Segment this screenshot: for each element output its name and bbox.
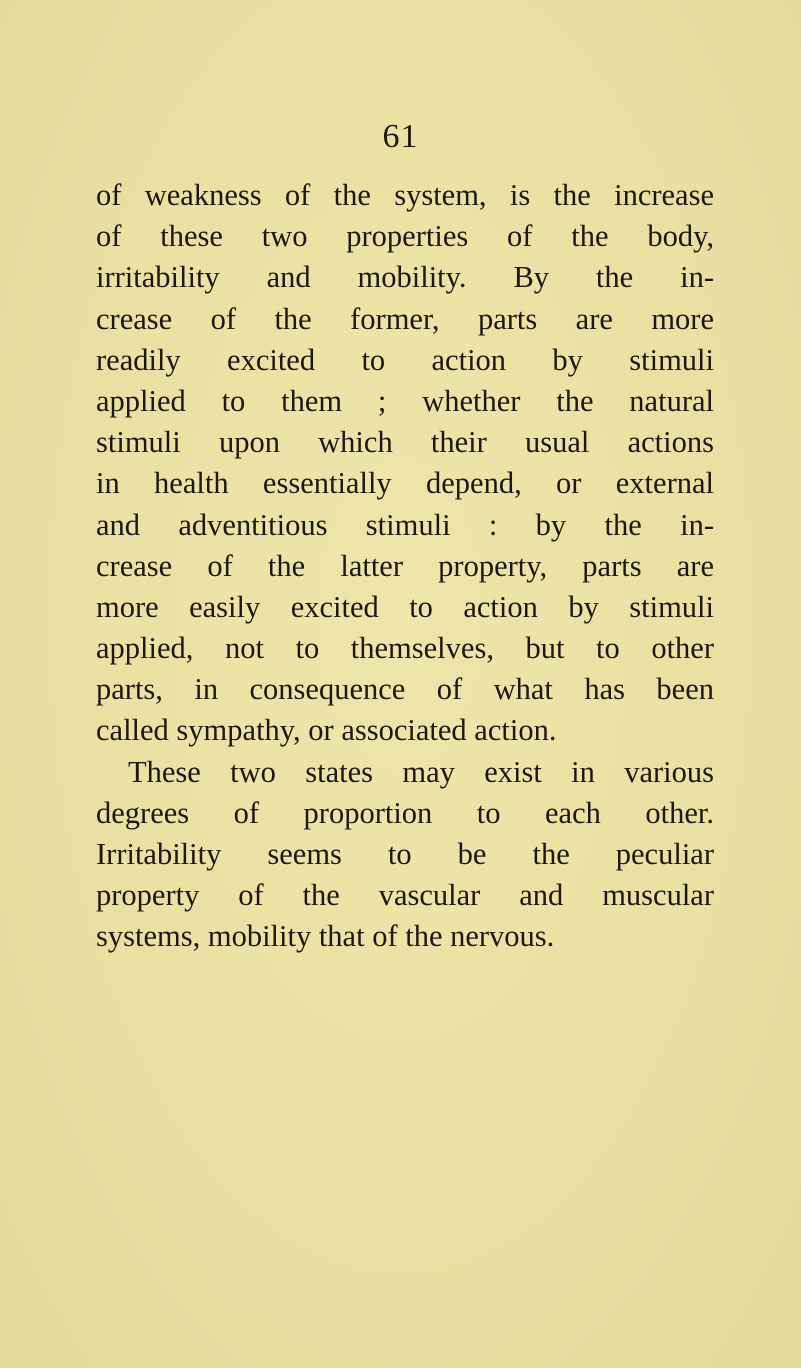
text-line: systems, mobility that of the nervous. (96, 919, 555, 954)
paragraph-1 (96, 175, 714, 752)
body-text (96, 175, 714, 958)
text-line: property of the vascular and muscular (96, 878, 714, 913)
text-line: These two states may exist in various (128, 754, 714, 789)
text-line: Irritability seems to be the peculiar (96, 837, 714, 871)
text-line: crease of the former, parts are more (96, 301, 714, 336)
text-line: more easily excited to action by stimuli (96, 589, 714, 624)
paragraph-2 (96, 752, 714, 958)
text-line: of weakness of the system, is the increase (96, 178, 714, 212)
text-line: and adventitious stimuli : by the in- (96, 507, 714, 542)
text-line: parts, in consequence of what has been (96, 672, 714, 707)
text-line: applied, not to themselves, but to other (96, 631, 714, 666)
text-line: degrees of proportion to each other. (96, 795, 714, 830)
text-line: irritability and mobility. By the in- (96, 260, 714, 295)
text-line: of these two properties of the body, (96, 219, 714, 254)
text-line: in health essentially depend, or external (96, 466, 714, 501)
text-line: applied to them ; whether the natural (96, 383, 714, 418)
text-line: readily excited to action by stimuli (96, 342, 714, 377)
text-line: crease of the latter property, parts are (96, 548, 714, 583)
text-line: stimuli upon which their usual actions (96, 425, 714, 460)
page-number: 61 (382, 118, 419, 155)
text-line: called sympathy, or associated action. (96, 713, 557, 748)
